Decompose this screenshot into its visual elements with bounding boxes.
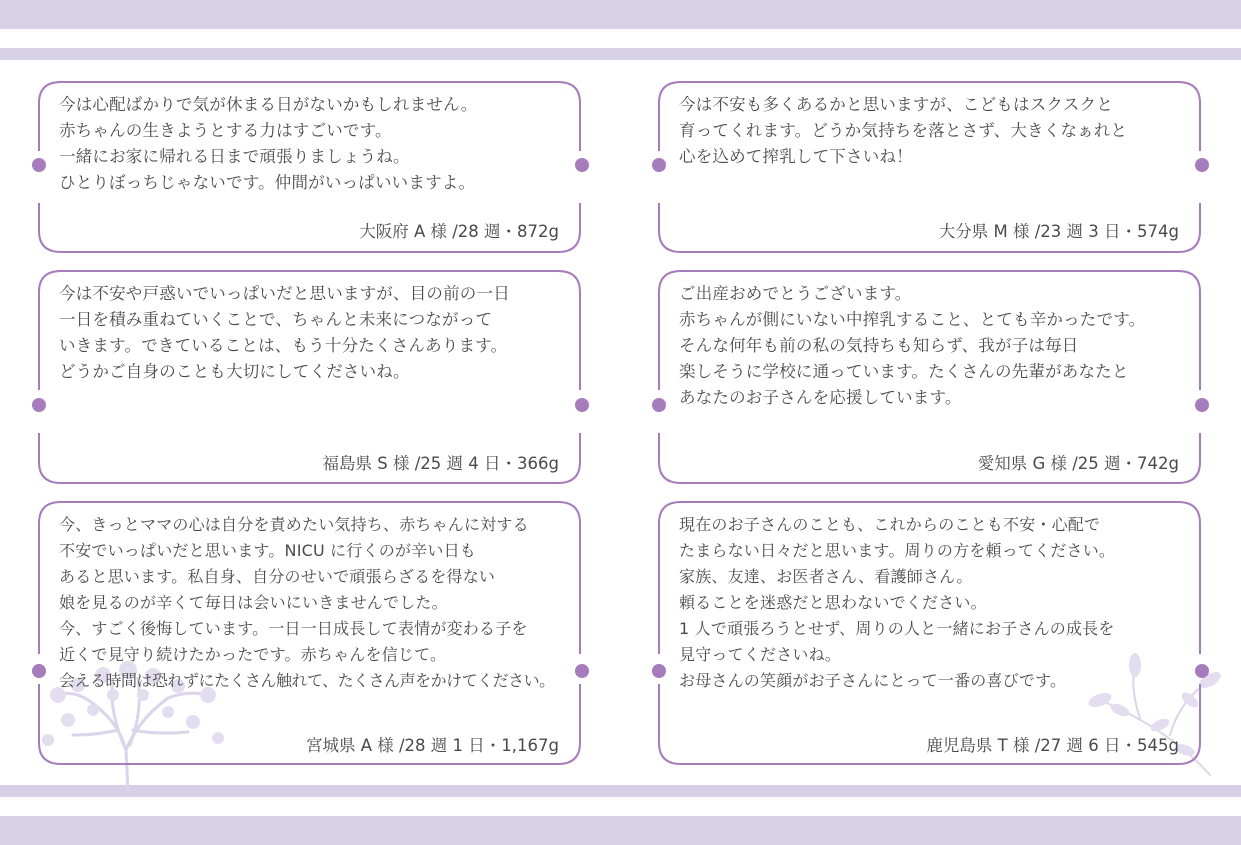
message-text: [59, 281, 574, 385]
message-line: 家族、友達、お医者さん、看護師さん。: [679, 567, 973, 586]
signature: 大分県 M 様 /23 週 3 日・574g: [938, 222, 1179, 241]
message-line: 見守ってくださいね。: [679, 645, 842, 664]
message-line: たまらない日々だと思います。周りの方を頼ってください。: [679, 541, 1116, 560]
message-line: いきます。できていることは、もう十分たくさんあります。: [59, 336, 508, 355]
message-line: 楽しそうに学校に通っています。たくさんの先輩があなたと: [679, 362, 1129, 381]
message-line: 赤ちゃんが側にいない中搾乳すること、とても辛かったです。: [679, 310, 1146, 329]
top-band: [0, 0, 1241, 29]
message-text: [59, 512, 574, 694]
message-text: [59, 92, 574, 196]
bottom-band: [0, 816, 1241, 845]
message-line: 娘を見るのが辛くて毎日は会いにいきませんでした。: [59, 593, 448, 612]
signature: 宮城県 A 様 /28 週 1 日・1,167g: [305, 736, 559, 755]
message-line: あると思います。私自身、自分のせいで頑張らざるを得ない: [59, 567, 496, 586]
signature: 愛知県 G 様 /25 週・742g: [977, 454, 1179, 473]
message-card: [37, 270, 582, 484]
signature: 大阪府 A 様 /28 週・872g: [359, 222, 559, 241]
message-card: [37, 501, 582, 765]
message-line: 近くで見守り続けたかったです。赤ちゃんを信じて。: [59, 645, 447, 664]
message-card: [657, 81, 1202, 253]
message-line: 今は不安や戸惑いでいっぱいだと思いますが、目の前の一日: [59, 284, 510, 303]
message-text: [679, 281, 1194, 411]
message-line: ひとりぼっちじゃないです。仲間がいっぱいいますよ。: [59, 173, 476, 192]
message-line: 1 人で頑張ろうとせず、周りの人と一緒にお子さんの成長を: [679, 619, 1115, 638]
message-line: 今は心配ばかりで気が休まる日がないかもしれません。: [59, 95, 478, 114]
message-card: [657, 270, 1202, 484]
message-line: 不安でいっぱいだと思います。NICU に行くのが辛い日も: [59, 541, 476, 560]
message-line: 今は不安も多くあるかと思いますが、こどもはスクスクと: [679, 95, 1114, 114]
message-line: どうかご自身のことも大切にしてくださいね。: [59, 362, 410, 381]
message-line: 会える時間は恐れずにたくさん触れて、たくさん声をかけてください。: [59, 671, 555, 690]
message-text: [679, 92, 1194, 170]
message-line: 今、すごく後悔しています。一日一日成長して表情が変わる子を: [59, 619, 528, 638]
signature: 福島県 S 様 /25 週 4 日・366g: [322, 454, 559, 473]
message-line: 頼ることを迷惑だと思わないでください。: [679, 593, 987, 612]
signature: 鹿児島県 T 様 /27 週 6 日・545g: [926, 736, 1179, 755]
message-line: 今、きっとママの心は自分を責めたい気持ち、赤ちゃんに対する: [59, 515, 529, 534]
top-stripe: [0, 48, 1241, 60]
message-line: 赤ちゃんの生きようとする力はすごいです。: [59, 121, 392, 140]
message-line: 育ってくれます。どうか気持ちを落とさず、大きくなぁれと: [679, 121, 1128, 140]
message-line: 一緒にお家に帰れる日まで頑張りましょうね。: [59, 147, 410, 166]
message-line: 心を込めて搾乳して下さいね！: [679, 147, 913, 166]
message-card: [37, 81, 582, 253]
message-text: [679, 512, 1194, 694]
message-card: [657, 501, 1202, 765]
message-line: あなたのお子さんを応援しています。: [679, 388, 962, 407]
message-line: ご出産おめでとうございます。: [679, 284, 912, 303]
message-line: そんな何年も前の私の気持ちも知らず、我が子は毎日: [679, 336, 1079, 355]
message-line: 現在のお子さんのことも、これからのことも不安・心配で: [679, 515, 1101, 534]
message-line: 一日を積み重ねていくことで、ちゃんと未来につながって: [59, 310, 493, 329]
message-line: お母さんの笑顔がお子さんにとって一番の喜びです。: [679, 671, 1067, 690]
